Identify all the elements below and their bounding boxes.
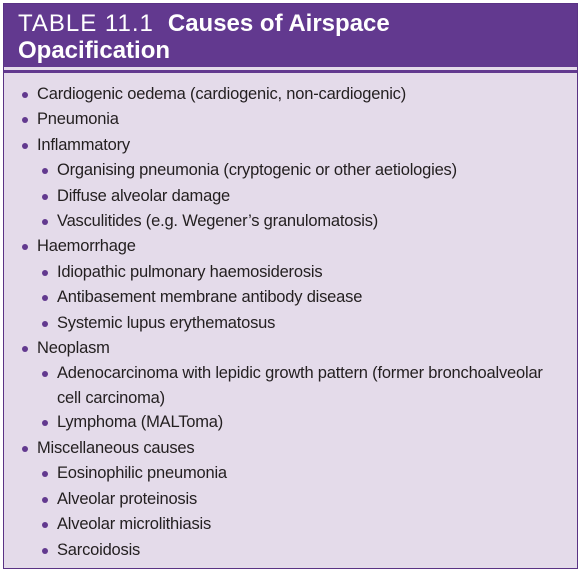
sub-list-item-text: Alveolar proteinosis xyxy=(57,489,197,508)
table-title-line-1: Causes of Airspace xyxy=(167,10,390,37)
header-line-1 xyxy=(18,10,390,38)
causes-list xyxy=(4,82,577,563)
bullet-icon xyxy=(42,371,48,377)
list-item xyxy=(4,107,577,132)
sub-list-item-text: Lymphoma (MALToma) xyxy=(57,413,224,432)
list-item-text: Pneumonia xyxy=(37,110,119,129)
bullet-icon xyxy=(22,244,28,250)
bullet-icon xyxy=(42,295,48,301)
sub-list-item xyxy=(4,487,577,512)
sub-list-item-text: Organising pneumonia (cryptogenic or other aetiologies) xyxy=(57,161,457,180)
sub-list-item xyxy=(4,285,577,310)
sub-list-item xyxy=(4,209,577,234)
sub-list-item xyxy=(4,361,577,410)
bullet-icon xyxy=(42,194,48,200)
list-item-text: Cardiogenic oedema (cardiogenic, non-cardiogenic) xyxy=(37,85,406,103)
table-title-line-2: Opacification xyxy=(18,37,171,64)
sub-list-item xyxy=(4,461,577,486)
bullet-icon xyxy=(22,92,28,98)
sub-list-item xyxy=(4,260,577,285)
bullet-icon xyxy=(42,219,48,225)
sub-list-item xyxy=(4,512,577,537)
list-item-text: Inflammatory xyxy=(37,135,130,154)
sub-list-item-text: Adenocarcinoma with lepidic growth pattern (former bronchoalveolar cell carcinoma) xyxy=(57,364,543,407)
list-item-text: Miscellaneous causes xyxy=(37,438,195,457)
sub-list-item-text: Idiopathic pulmonary haemosiderosis xyxy=(57,262,323,281)
bullet-icon xyxy=(42,321,48,327)
bullet-icon xyxy=(22,143,28,149)
bullet-icon xyxy=(42,522,48,528)
sub-list-item-text: Vasculitides (e.g. Wegener’s granulomatosis) xyxy=(57,212,379,231)
bullet-icon xyxy=(42,548,48,554)
bullet-icon xyxy=(22,446,28,452)
sub-list-item xyxy=(4,158,577,183)
table-box xyxy=(3,3,578,569)
sub-list-item xyxy=(4,410,577,435)
header-divider xyxy=(4,70,577,73)
sub-list-item xyxy=(4,184,577,209)
table-label: TABLE 11.1 xyxy=(18,10,154,37)
bullet-icon xyxy=(42,168,48,174)
sub-list-item xyxy=(4,538,577,563)
bullet-icon xyxy=(22,346,28,352)
list-item-text: Neoplasm xyxy=(37,339,110,358)
list-item xyxy=(4,336,577,361)
sub-list-item-text: Sarcoidosis xyxy=(57,540,141,559)
bullet-icon xyxy=(42,270,48,276)
sub-list-item-text: Alveolar microlithiasis xyxy=(57,515,212,534)
bullet-icon xyxy=(42,420,48,426)
sub-list-item-text: Diffuse alveolar damage xyxy=(57,186,231,205)
bullet-icon xyxy=(42,497,48,503)
table-header xyxy=(4,4,577,67)
bullet-icon xyxy=(42,471,48,477)
list-item xyxy=(4,234,577,259)
list-item xyxy=(4,133,577,158)
list-item-text: Haemorrhage xyxy=(37,237,136,256)
sub-list-item-text: Systemic lupus erythematosus xyxy=(57,313,276,332)
bullet-icon xyxy=(22,117,28,123)
list-item xyxy=(4,82,577,107)
sub-list-item-text: Eosinophilic pneumonia xyxy=(57,464,227,483)
list-item xyxy=(4,436,577,461)
sub-list-item-text: Antibasement membrane antibody disease xyxy=(57,288,363,307)
sub-list-item xyxy=(4,311,577,336)
